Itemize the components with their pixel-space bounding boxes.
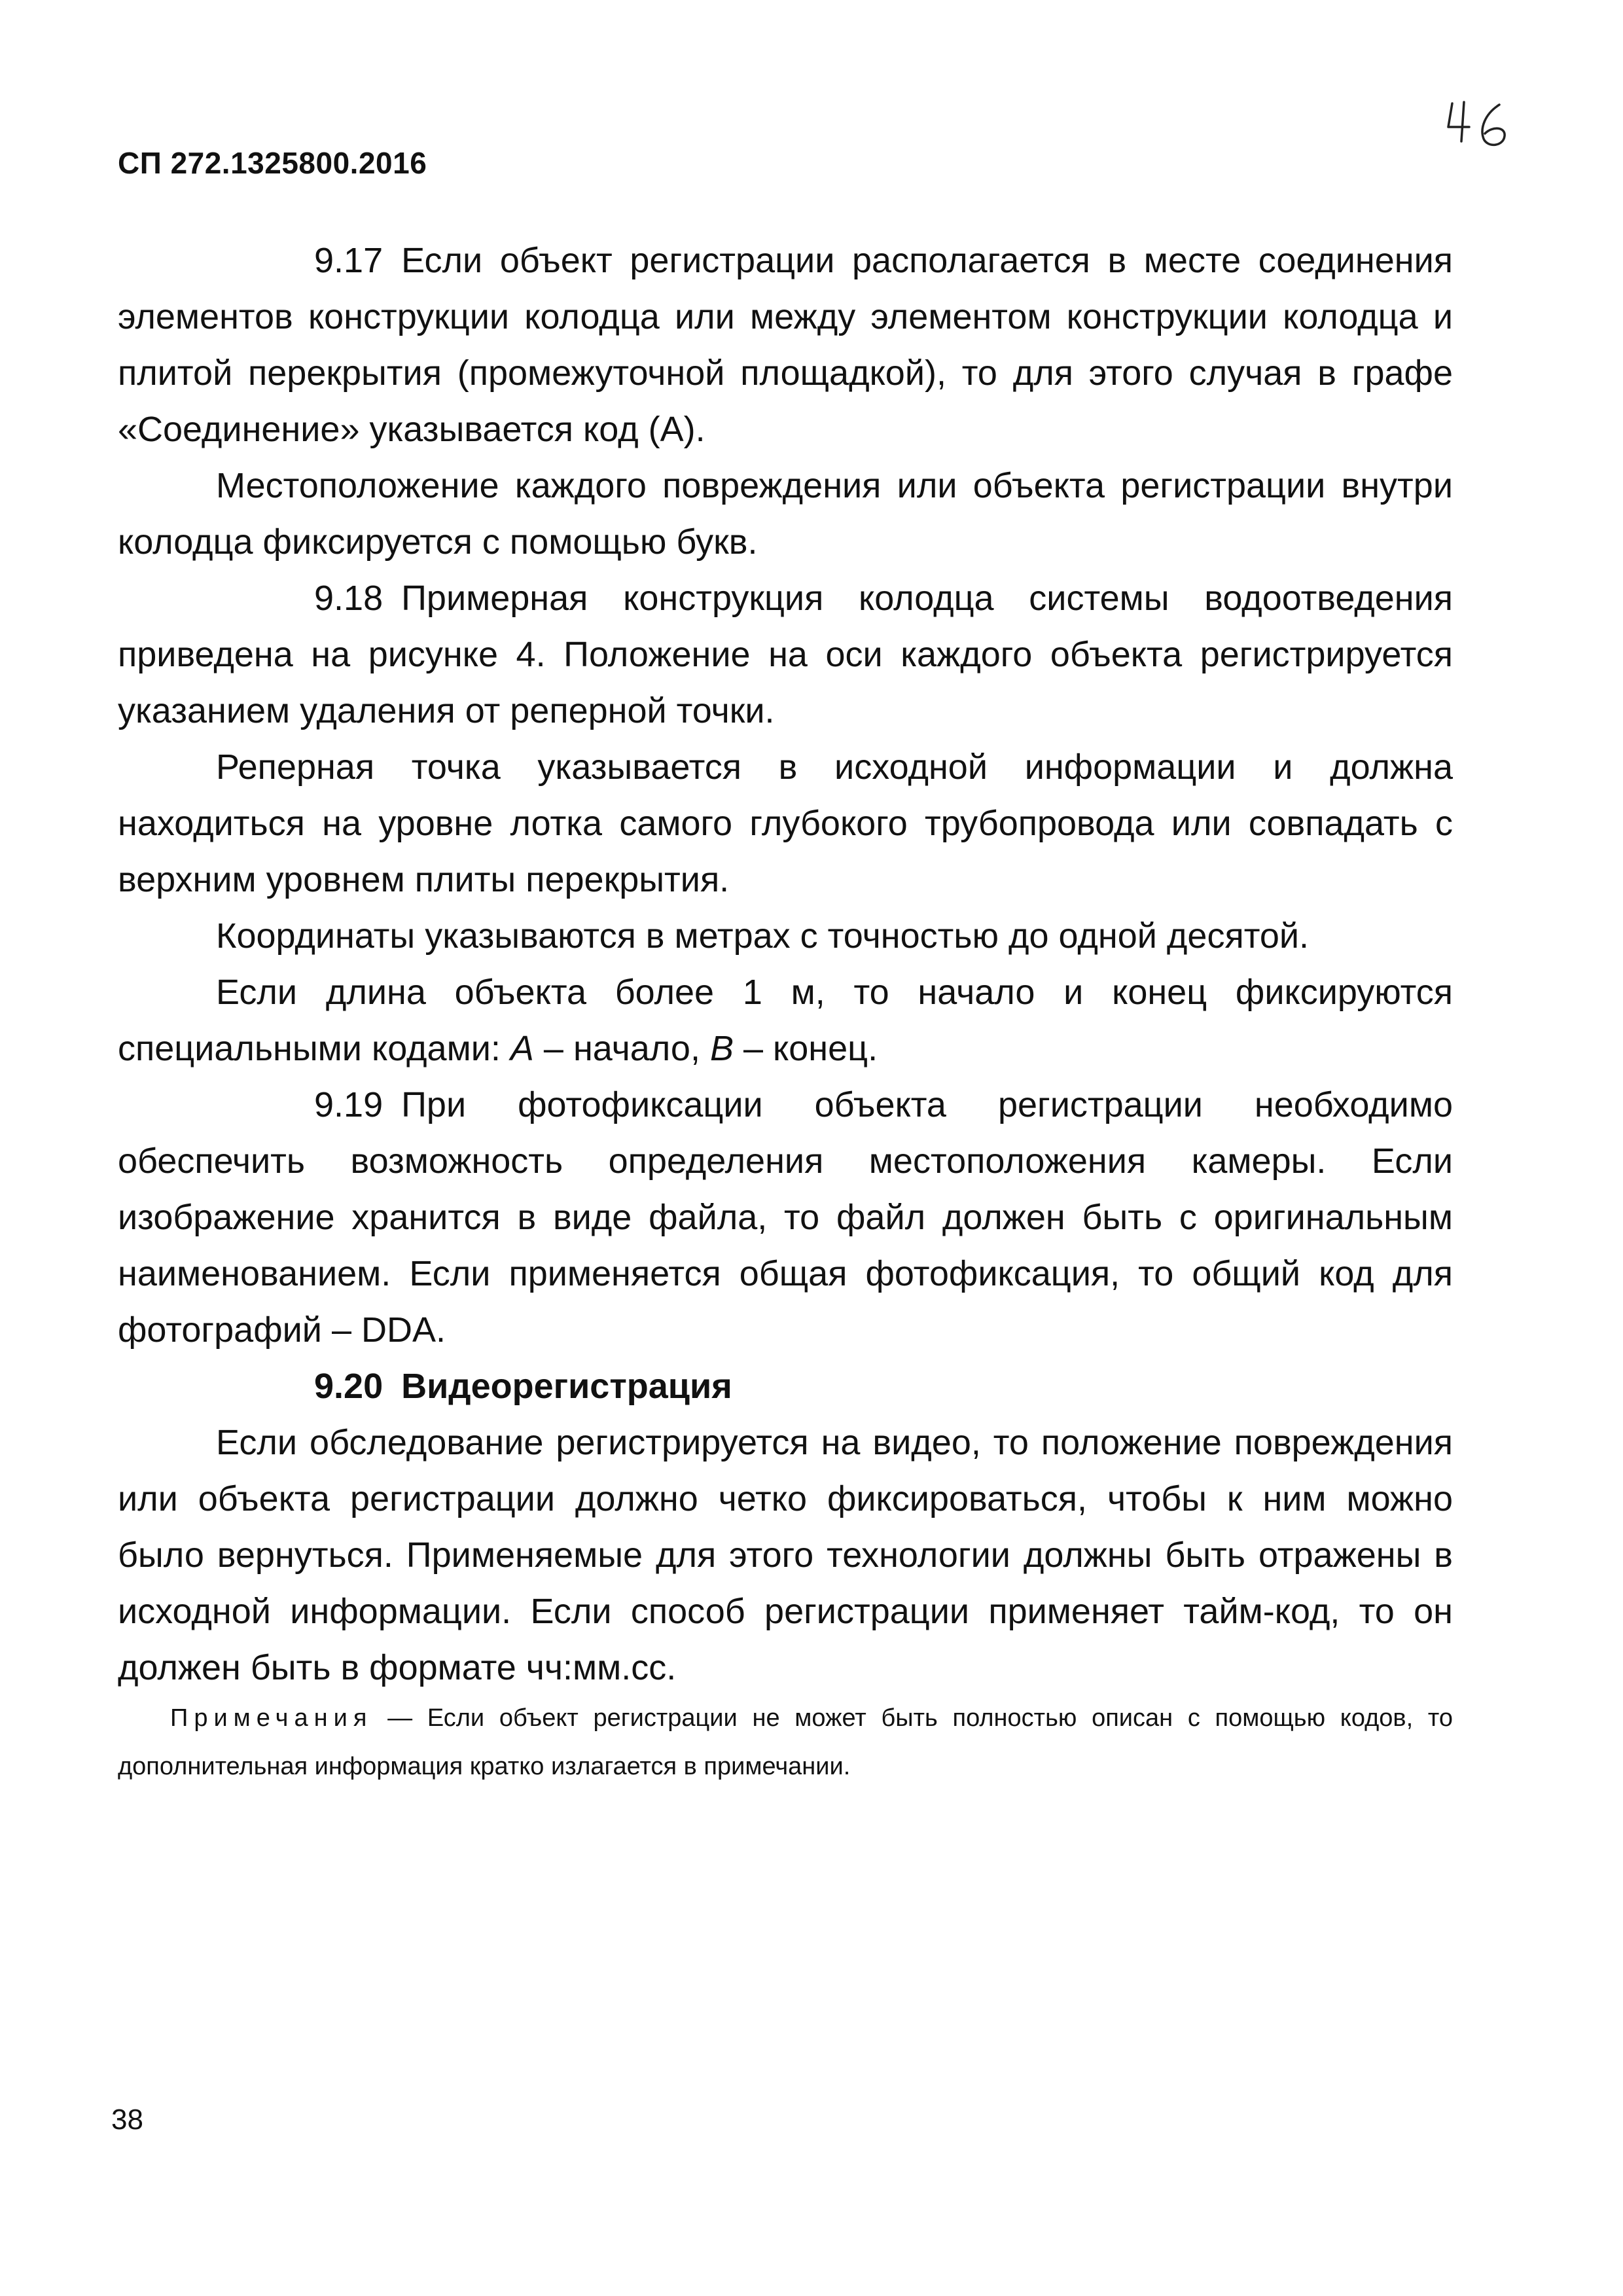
clause-number: 9.18 — [314, 579, 383, 618]
section-number: 9.20 — [314, 1367, 383, 1406]
note-label: Примечания — [170, 1704, 373, 1732]
paragraph-text: При фотофиксации объекта регистрации необходимо обеспечить возможность определения местоположения камеры. Если изображение хранится в виде файла, то файл должен быть с оригинальным наименованием. Если применяется общая фотофиксация, то общий код для фотографий – DDA. — [118, 1085, 1453, 1350]
page-number: 38 — [111, 2104, 143, 2136]
section-title: Видеорегистрация — [401, 1367, 732, 1406]
paragraph-text: Если объект регистрации располагается в месте соединения элементов конструкции колодца или между элементом конструкции колодца и плитой перекрытия (промежуточной площадкой), то для этого случая в графе «Соединение» указывается код (А). — [118, 241, 1453, 449]
clause-number: 9.19 — [314, 1085, 383, 1124]
note-block — [118, 1694, 1453, 1791]
section-heading-9-20 — [118, 1358, 1453, 1414]
paragraph-text: Примерная конструкция колодца системы водоотведения приведена на рисунке 4. Положение на оси каждого объекта регистрируется указанием удаления от реперной точки. — [118, 579, 1453, 730]
codes-text-mid: – начало, — [533, 1029, 710, 1068]
document-code-header: СП 272.1325800.2016 — [118, 146, 427, 180]
handwritten-page-number — [1443, 98, 1515, 151]
codes-text-after: – конец. — [733, 1029, 878, 1068]
body-text — [118, 232, 1453, 1696]
paragraph-9-19 — [118, 1077, 1453, 1358]
note-text: Если объект регистрации не может быть полностью описан с помощью кодов, то дополнительная информация кратко излагается в примечании. — [118, 1704, 1453, 1780]
paragraph-9-17 — [118, 232, 1453, 457]
codes-text-before: Если длина объекта более 1 м, то начало и конец фиксируются специальными кодами: — [118, 973, 1453, 1068]
paragraph-9-20: Если обследование регистрируется на видео, то положение повреждения или объекта регистрации должно четко фиксироваться, чтобы к ним можно было вернуться. Применяемые для этого технологии должны быть отражены в исходной информации. Если способ регистрации применяет тайм-код, то он должен быть в формате чч:мм.сс. — [118, 1423, 1453, 1687]
note-dash: — — [372, 1704, 427, 1732]
code-b: B — [709, 1029, 734, 1068]
paragraph-9-18 — [118, 570, 1453, 739]
paragraph-9-18-reference-point: Реперная точка указывается в исходной информации и должна находиться на уровне лотка самого глубокого трубопровода или совпадать с верхним уровнем плиты перекрытия. — [118, 747, 1453, 899]
clause-number: 9.17 — [314, 241, 383, 280]
paragraph-9-18-codes — [118, 964, 1453, 1077]
paragraph-9-17-location: Местоположение каждого повреждения или объекта регистрации внутри колодца фиксируется с помощью букв. — [118, 466, 1453, 562]
paragraph-9-18-coordinates: Координаты указываются в метрах с точностью до одной десятой. — [216, 916, 1310, 956]
code-a: A — [510, 1029, 534, 1068]
